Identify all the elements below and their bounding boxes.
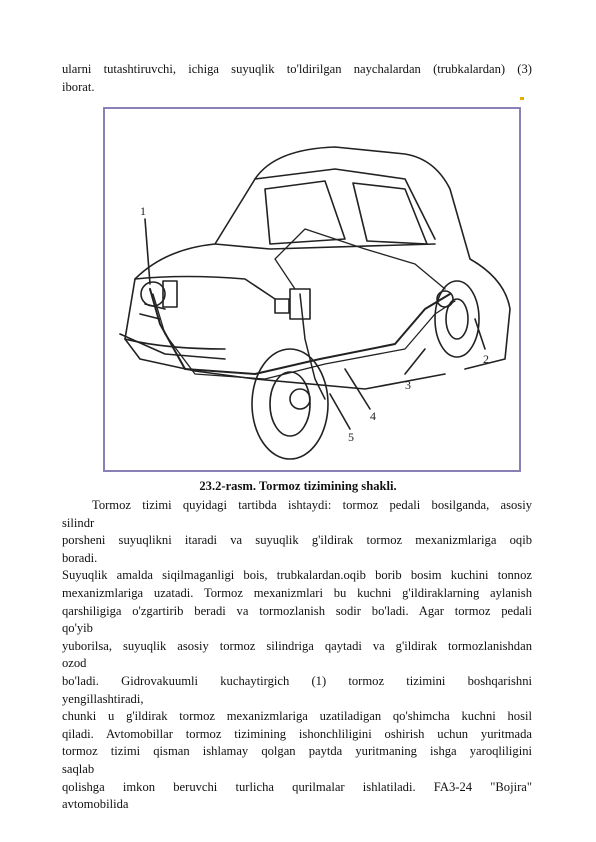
text-line: tormoz tizimi qisman ishlamay qolgan paytda yuritmaning ishga yaroqliligini (62, 744, 532, 759)
car-brake-illustration (105, 109, 519, 470)
text-line: qo'yib (62, 621, 93, 636)
text-line: qiladi. Avtomobillar tormoz tizimining ishonchliligini oshirish uchun yuritmada (62, 726, 532, 741)
text-line: mexanizmlariga uzatadi. Tormoz mexanizmlari bu kuchni g'ildiraklarning aylanish (62, 585, 532, 600)
text-line: saqlab (62, 761, 95, 776)
callout-4: 4 (370, 409, 376, 423)
text-line: Suyuqlik amalda siqilmaganligi bois, trubkalardan.oqib borib bosim kuchini tonnoz (62, 568, 532, 583)
text-line: bo'ladi. Gidrovakuumli kuchaytirgich (1) tormoz tizimini boshqarishni (62, 673, 532, 688)
yellow-mark (520, 97, 524, 100)
text-line: qolishga imkon beruvchi turlicha qurilmalar ishlatiladi. FA3-24 "Bojira" (62, 779, 532, 794)
text-line: ozod (62, 656, 87, 671)
text-line: Tormoz tizimi quyidagi tartibda ishtaydi: tormoz pedali bosilganda, asosiy (92, 498, 532, 512)
text-line: chunki u g'ildirak tormoz mexanizmlariga uzatiladigan qo'shimcha kuchni hosil (62, 709, 532, 724)
text-line: yengillashtiradi, (62, 691, 144, 706)
text-line: boradi. (62, 550, 98, 565)
text-line: iborat. (62, 79, 95, 94)
text-line: avtomobilida (62, 797, 129, 812)
figure-caption: 23.2-rasm. Tormoz tizimining shakli. (199, 479, 397, 493)
callout-2: 2 (483, 352, 489, 366)
callout-5: 5 (348, 430, 354, 444)
intro-paragraph (62, 61, 532, 96)
brake-system-figure (103, 107, 521, 472)
callout-1: 1 (140, 204, 146, 218)
text-line: silindr (62, 515, 95, 530)
callout-3: 3 (405, 378, 411, 392)
body-paragraph (62, 497, 532, 814)
text-line: qarshiligiga o'zgartirib beradi va tormozlanish sodir bo'ladi. Agar tormoz pedali (62, 603, 532, 618)
text-line: porsheni suyuqlikni itaradi va suyuqlik g'ildirak tormoz mexanizmlariga oqib (62, 533, 532, 548)
text-line: ularni tutashtiruvchi, ichiga suyuqlik to'ldirilgan naychalardan (trubkalardan) (3) (62, 62, 532, 76)
text-line: yuborilsa, suyuqlik asosiy tormoz silindriga qaytadi va g'ildirak tormozlanishdan (62, 638, 532, 653)
